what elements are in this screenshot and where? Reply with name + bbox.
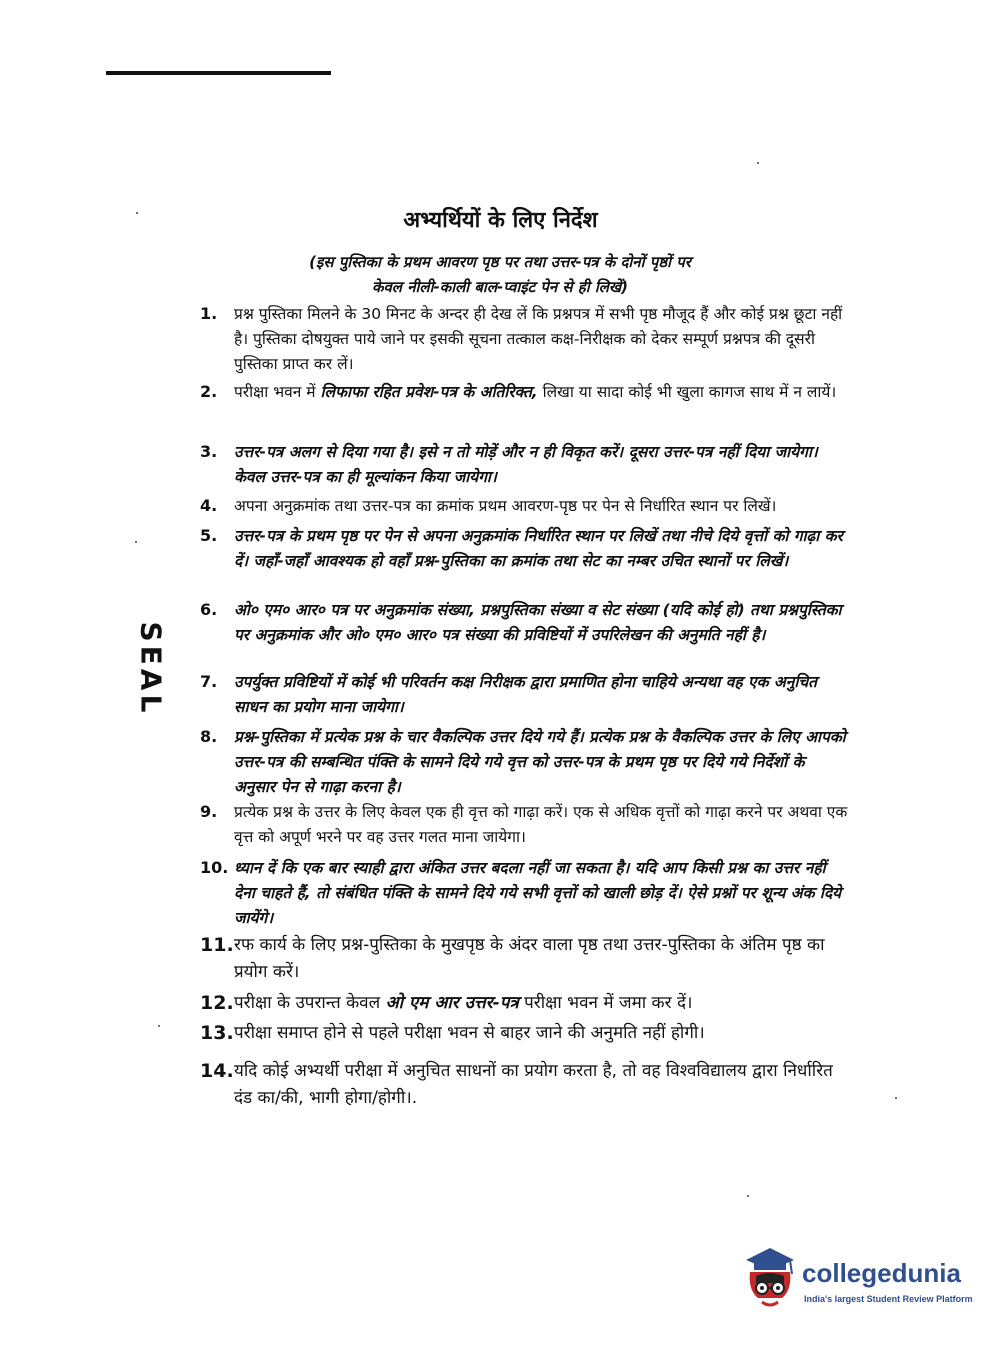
page-subtitle	[250, 250, 750, 300]
subtitle-line-1: (इस पुस्तिका के प्रथम आवरण पृष्ठ पर तथा उत्तर-पत्र के दोनों पृष्ठों पर	[309, 253, 691, 271]
instruction-12	[200, 990, 850, 1017]
instruction-number: 11.	[200, 934, 234, 956]
instruction-5	[200, 524, 850, 574]
instruction-1	[200, 302, 850, 377]
instruction-2	[200, 380, 850, 405]
instruction-3	[200, 440, 850, 490]
instruction-text: उपर्युक्त प्रविष्टियों में कोई भी परिवर्तन कक्ष निरीक्षक द्वारा प्रमाणित होना चाहिये अन्यथा वह एक अनुचित साधन का प्रयोग माना जायेगा।	[234, 673, 818, 716]
instruction-text: उत्तर-पत्र अलग से दिया गया है। इसे न तो मोड़ें और न ही विकृत करें। दूसरा उत्तर-पत्र नहीं दिया जायेगा। केवल उत्तर-पत्र का ही मूल्यांकन किया जायेगा।	[234, 443, 818, 486]
instruction-number: 10.	[200, 858, 229, 877]
page-title: अभ्यर्थियों के लिए निर्देश	[403, 208, 598, 233]
scan-speck	[747, 1195, 749, 1197]
instruction-text: उत्तर-पत्र के प्रथम पृष्ठ पर पेन से अपना अनुक्रमांक निर्धारित स्थान पर लिखें तथा नीचे दिये वृत्तों को गाढ़ा कर दें। जहाँ-जहाँ आवश्यक हो वहाँ प्रश्न-पुस्तिका का क्रमांक तथा सेट का नम्बर उचित स्थानों पर लिखें।	[234, 527, 843, 570]
scan-speck	[136, 212, 138, 214]
instruction-7	[200, 670, 850, 720]
instruction-text-part: परीक्षा भवन में	[234, 383, 321, 401]
scan-speck	[757, 162, 759, 164]
instruction-number: 13.	[200, 1022, 234, 1044]
instruction-text: यदि कोई अभ्यर्थी परीक्षा में अनुचित साधनों का प्रयोग करता है, तो वह विश्वविद्यालय द्वारा निर्धारित दंड का/की, भागी होगा/होगी।.	[234, 1061, 833, 1108]
instruction-number: 14.	[200, 1060, 234, 1082]
scan-speck	[895, 1097, 897, 1099]
instruction-number: 3.	[200, 442, 218, 461]
instruction-text: प्रत्येक प्रश्न के उत्तर के लिए केवल एक ही वृत्त को गाढ़ा करें। एक से अधिक वृत्तों को गाढ़ा करने पर अथवा एक वृत्त को अपूर्ण भरने पर वह उत्तर गलत माना जायेगा।	[234, 803, 848, 846]
instruction-text: प्रश्न पुस्तिका मिलने के 30 मिनट के अन्दर ही देख लें कि प्रश्नपत्र में सभी पृष्ठ मौजूद हैं और कोई प्रश्न छूटा नहीं है। पुस्तिका दोषयुक्त पाये जाने पर इसकी सूचना तत्काल कक्ष-निरीक्षक को देकर सम्पूर्ण प्रश्नपत्र की दूसरी पुस्तिका प्राप्त कर लें।	[234, 305, 843, 373]
scan-speck	[135, 541, 137, 543]
instruction-text: प्रश्न-पुस्तिका में प्रत्येक प्रश्न के चार वैकल्पिक उत्तर दिये गये हैं। प्रत्येक प्रश्न के वैकल्पिक उत्तर के लिए आपको उत्तर-पत्र की सम्बन्धित पंक्ति के सामने दिये गये वृत्त को उत्तर-पत्र के प्रथम पृष्ठ पर दिये गये निर्देशों के अनुसार पेन से गाढ़ा करना है।	[234, 728, 846, 796]
instruction-6	[200, 598, 850, 648]
logo-tagline: India's largest Student Review Platform	[804, 1294, 973, 1304]
instruction-number: 1.	[200, 304, 218, 323]
instruction-number: 7.	[200, 672, 218, 691]
instruction-number: 8.	[200, 727, 218, 746]
instruction-text-part: परीक्षा भवन में जमा कर दें।	[518, 993, 693, 1013]
instruction-number: 12.	[200, 992, 234, 1014]
instruction-text	[234, 990, 850, 1017]
instruction-text: ओ० एम० आर० पत्र पर अनुक्रमांक संख्या, प्रश्नपुस्तिका संख्या व सेट संख्या (यदि कोई हो) तथा प्रश्नपुस्तिका पर अनुक्रमांक और ओ० एम० आर० पत्र संख्या की प्रविष्टियों में उपरिलेखन की अनुमति नहीं है।	[234, 601, 842, 644]
subtitle-line-2: केवल नीली-काली बाल-प्वाइंट पेन से ही लिखें)	[371, 278, 629, 296]
seal-label: SEAL	[134, 621, 168, 717]
instruction-11	[200, 932, 850, 986]
instruction-text: रफ कार्य के लिए प्रश्न-पुस्तिका के मुखपृष्ठ के अंदर वाला पृष्ठ तथा उत्तर-पुस्तिका के अंतिम पृष्ठ का प्रयोग करें।	[234, 935, 825, 982]
instruction-number: 5.	[200, 526, 218, 545]
instruction-number: 6.	[200, 600, 218, 619]
instruction-number: 4.	[200, 496, 218, 515]
logo-mascot-icon	[742, 1246, 798, 1310]
instruction-text-part: परीक्षा के उपरान्त केवल	[234, 993, 386, 1013]
collegedunia-logo	[742, 1246, 972, 1316]
instruction-text: परीक्षा समाप्त होने से पहले परीक्षा भवन से बाहर जाने की अनुमति नहीं होगी।	[234, 1023, 705, 1043]
instruction-emphasis: ओ एम आर उत्तर-पत्र	[385, 993, 519, 1013]
instruction-4	[200, 494, 850, 519]
instruction-text: ध्यान दें कि एक बार स्याही द्वारा अंकित उत्तर बदला नहीं जा सकता है। यदि आप किसी प्रश्न का उत्तर नहीं देना चाहते हैं, तो संबंधित पंक्ति के सामने दिये गये सभी वृत्तों को खाली छोड़ दें। ऐसे प्रश्नों पर शून्य अंक दिये जायेंगे।	[234, 859, 842, 927]
instruction-text-part: लिखा या सादा कोई भी खुला कागज साथ में न लायें।	[537, 383, 837, 401]
top-rule	[106, 71, 331, 75]
instruction-9	[200, 800, 850, 850]
instruction-14	[200, 1058, 850, 1112]
instruction-number: 2.	[200, 382, 218, 401]
instruction-13	[200, 1020, 850, 1047]
instruction-8	[200, 725, 850, 800]
instruction-text	[234, 380, 850, 405]
instruction-number: 9.	[200, 802, 218, 821]
scan-speck	[158, 1025, 160, 1027]
instruction-10	[200, 856, 850, 931]
logo-wordmark: collegedunia	[802, 1258, 961, 1288]
instruction-emphasis: लिफाफा रहित प्रवेश-पत्र के अतिरिक्त,	[320, 383, 538, 401]
instruction-text: अपना अनुक्रमांक तथा उत्तर-पत्र का क्रमांक प्रथम आवरण-पृष्ठ पर पेन से निर्धारित स्थान पर लिखें।	[234, 497, 777, 515]
